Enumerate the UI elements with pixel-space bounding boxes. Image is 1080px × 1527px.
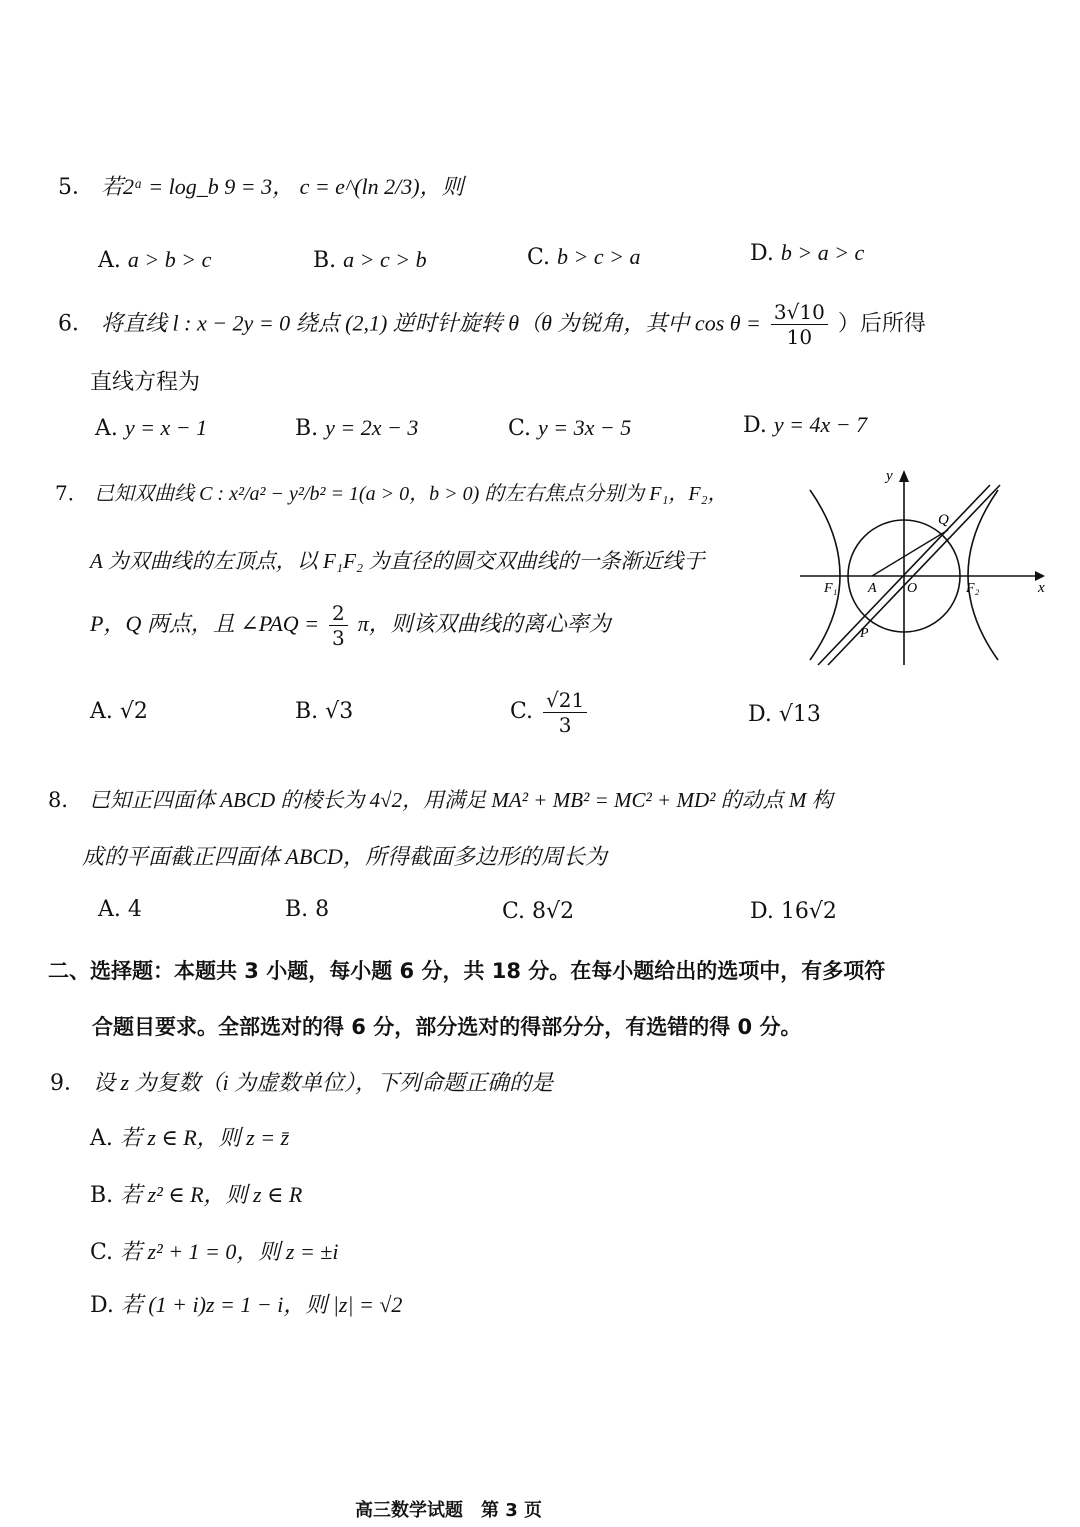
option-d[interactable]: D. 16√2 (750, 899, 837, 924)
option-d[interactable]: D. y = 4x − 7 (743, 412, 868, 438)
label-a: A (868, 581, 877, 596)
question-8 (48, 785, 833, 815)
question-stem: 若2ᵃ = log_b 9 = 3， c = e^(ln 2/3)，则 (101, 174, 464, 199)
question-number: 6． (58, 311, 94, 337)
option-a[interactable]: A. a > b > c (98, 247, 212, 273)
label-x: x (1038, 580, 1045, 596)
question-6: 6． 将直线 l : x − 2y = 0 绕点 (2,1) 逆时针旋转 θ（θ 为锐角，其中 cos θ = $\frac{3√10}{10}$ ）后所得 (58, 300, 926, 349)
label-o: O (907, 581, 918, 596)
option-a[interactable]: A. y = x − 1 (95, 415, 208, 441)
question-9 (50, 1068, 553, 1099)
label-y: y (886, 468, 893, 484)
y-axis-arrow (899, 470, 909, 482)
section-heading: 二、选择题：本题共 3 小题，每小题 6 分，共 18 分。在每小题给出的选项中，有多项符 (48, 959, 886, 983)
option-a[interactable]: A. √2 (90, 699, 148, 724)
option-d[interactable]: D. 若 (1 + i)z = 1 − i，则 |z| = √2 (90, 1292, 403, 1318)
question-5 (58, 172, 464, 203)
fraction: $\frac{3√10}{10}$ (771, 300, 828, 349)
question-number: 7． (55, 481, 88, 505)
fraction: $\frac{√21}{3}$ (543, 688, 587, 737)
question-number: 5． (58, 175, 94, 200)
option-b[interactable]: B. √3 (295, 699, 354, 724)
question-6-line2: 直线方程为 (90, 370, 201, 395)
option-d[interactable]: D. b > a > c (750, 240, 865, 266)
question-7-line3: P，Q 两点，且 ∠PAQ = $\frac{2}{3}$ π，则该双曲线的离心率为 (90, 600, 611, 650)
label-f1: F₁ (824, 581, 838, 596)
hyperbola-figure (790, 460, 1060, 675)
hyperbola-left-branch (810, 490, 840, 660)
question-number: 9． (50, 1071, 86, 1096)
option-a[interactable]: A. 若 z ∈ R，则 z = z̄ (90, 1125, 290, 1151)
question-stem: 将直线 l : x − 2y = 0 绕点 (2,1) 逆时针旋转 θ（θ 为锐角，其中 cos θ = (101, 310, 761, 336)
page-footer: 高三数学试题 第 3 页 (355, 1500, 543, 1521)
option-a[interactable]: A. 4 (98, 897, 142, 922)
option-b[interactable]: B. a > c > b (313, 247, 427, 273)
label-p: P (860, 626, 869, 641)
question-stem: 已知正四面体 ABCD 的棱长为 4√2，用满足 MA² + MB² = MC² + MD² 的动点 M 构 (89, 788, 833, 812)
question-stem: 已知双曲线 C : x²/a² − y²/b² = 1(a > 0，b > 0) 的左右焦点分别为 F₁，F₂， (94, 483, 728, 505)
option-c[interactable]: C. 若 z² + 1 = 0，则 z = ±i (90, 1239, 339, 1265)
option-c[interactable]: C. y = 3x − 5 (508, 415, 632, 441)
fraction: $\frac{2}{3}$ (329, 601, 348, 650)
option-c[interactable]: C. b > c > a (527, 244, 641, 270)
option-b[interactable]: B. y = 2x − 3 (295, 415, 419, 441)
asymptote (828, 485, 1000, 665)
question-7-line2: A 为双曲线的左顶点，以 F₁F₂ 为直径的圆交双曲线的一条渐近线于 (90, 549, 705, 573)
label-f2: F₂ (966, 581, 980, 596)
option-b[interactable]: B. 若 z² ∈ R，则 z ∈ R (90, 1182, 303, 1208)
option-b[interactable]: B. 8 (285, 897, 330, 922)
option-c[interactable]: C. 8√2 (502, 899, 575, 924)
question-number: 8． (48, 788, 83, 812)
section-heading-line2: 合题目要求。全部选对的得 6 分，部分选对的得部分分，有选错的得 0 分。 (92, 1015, 802, 1039)
question-8-line2: 成的平面截正四面体 ABCD，所得截面多边形的周长为 (82, 844, 607, 869)
question-stem: 设 z 为复数（i 为虚数单位），下列命题正确的是 (93, 1070, 554, 1095)
label-q: Q (938, 512, 949, 528)
question-7 (55, 478, 728, 509)
option-d[interactable]: D. √13 (748, 702, 821, 727)
hyperbola-right-branch (968, 490, 998, 660)
option-c[interactable]: C. $\frac{√21}{3}$ (510, 682, 590, 742)
